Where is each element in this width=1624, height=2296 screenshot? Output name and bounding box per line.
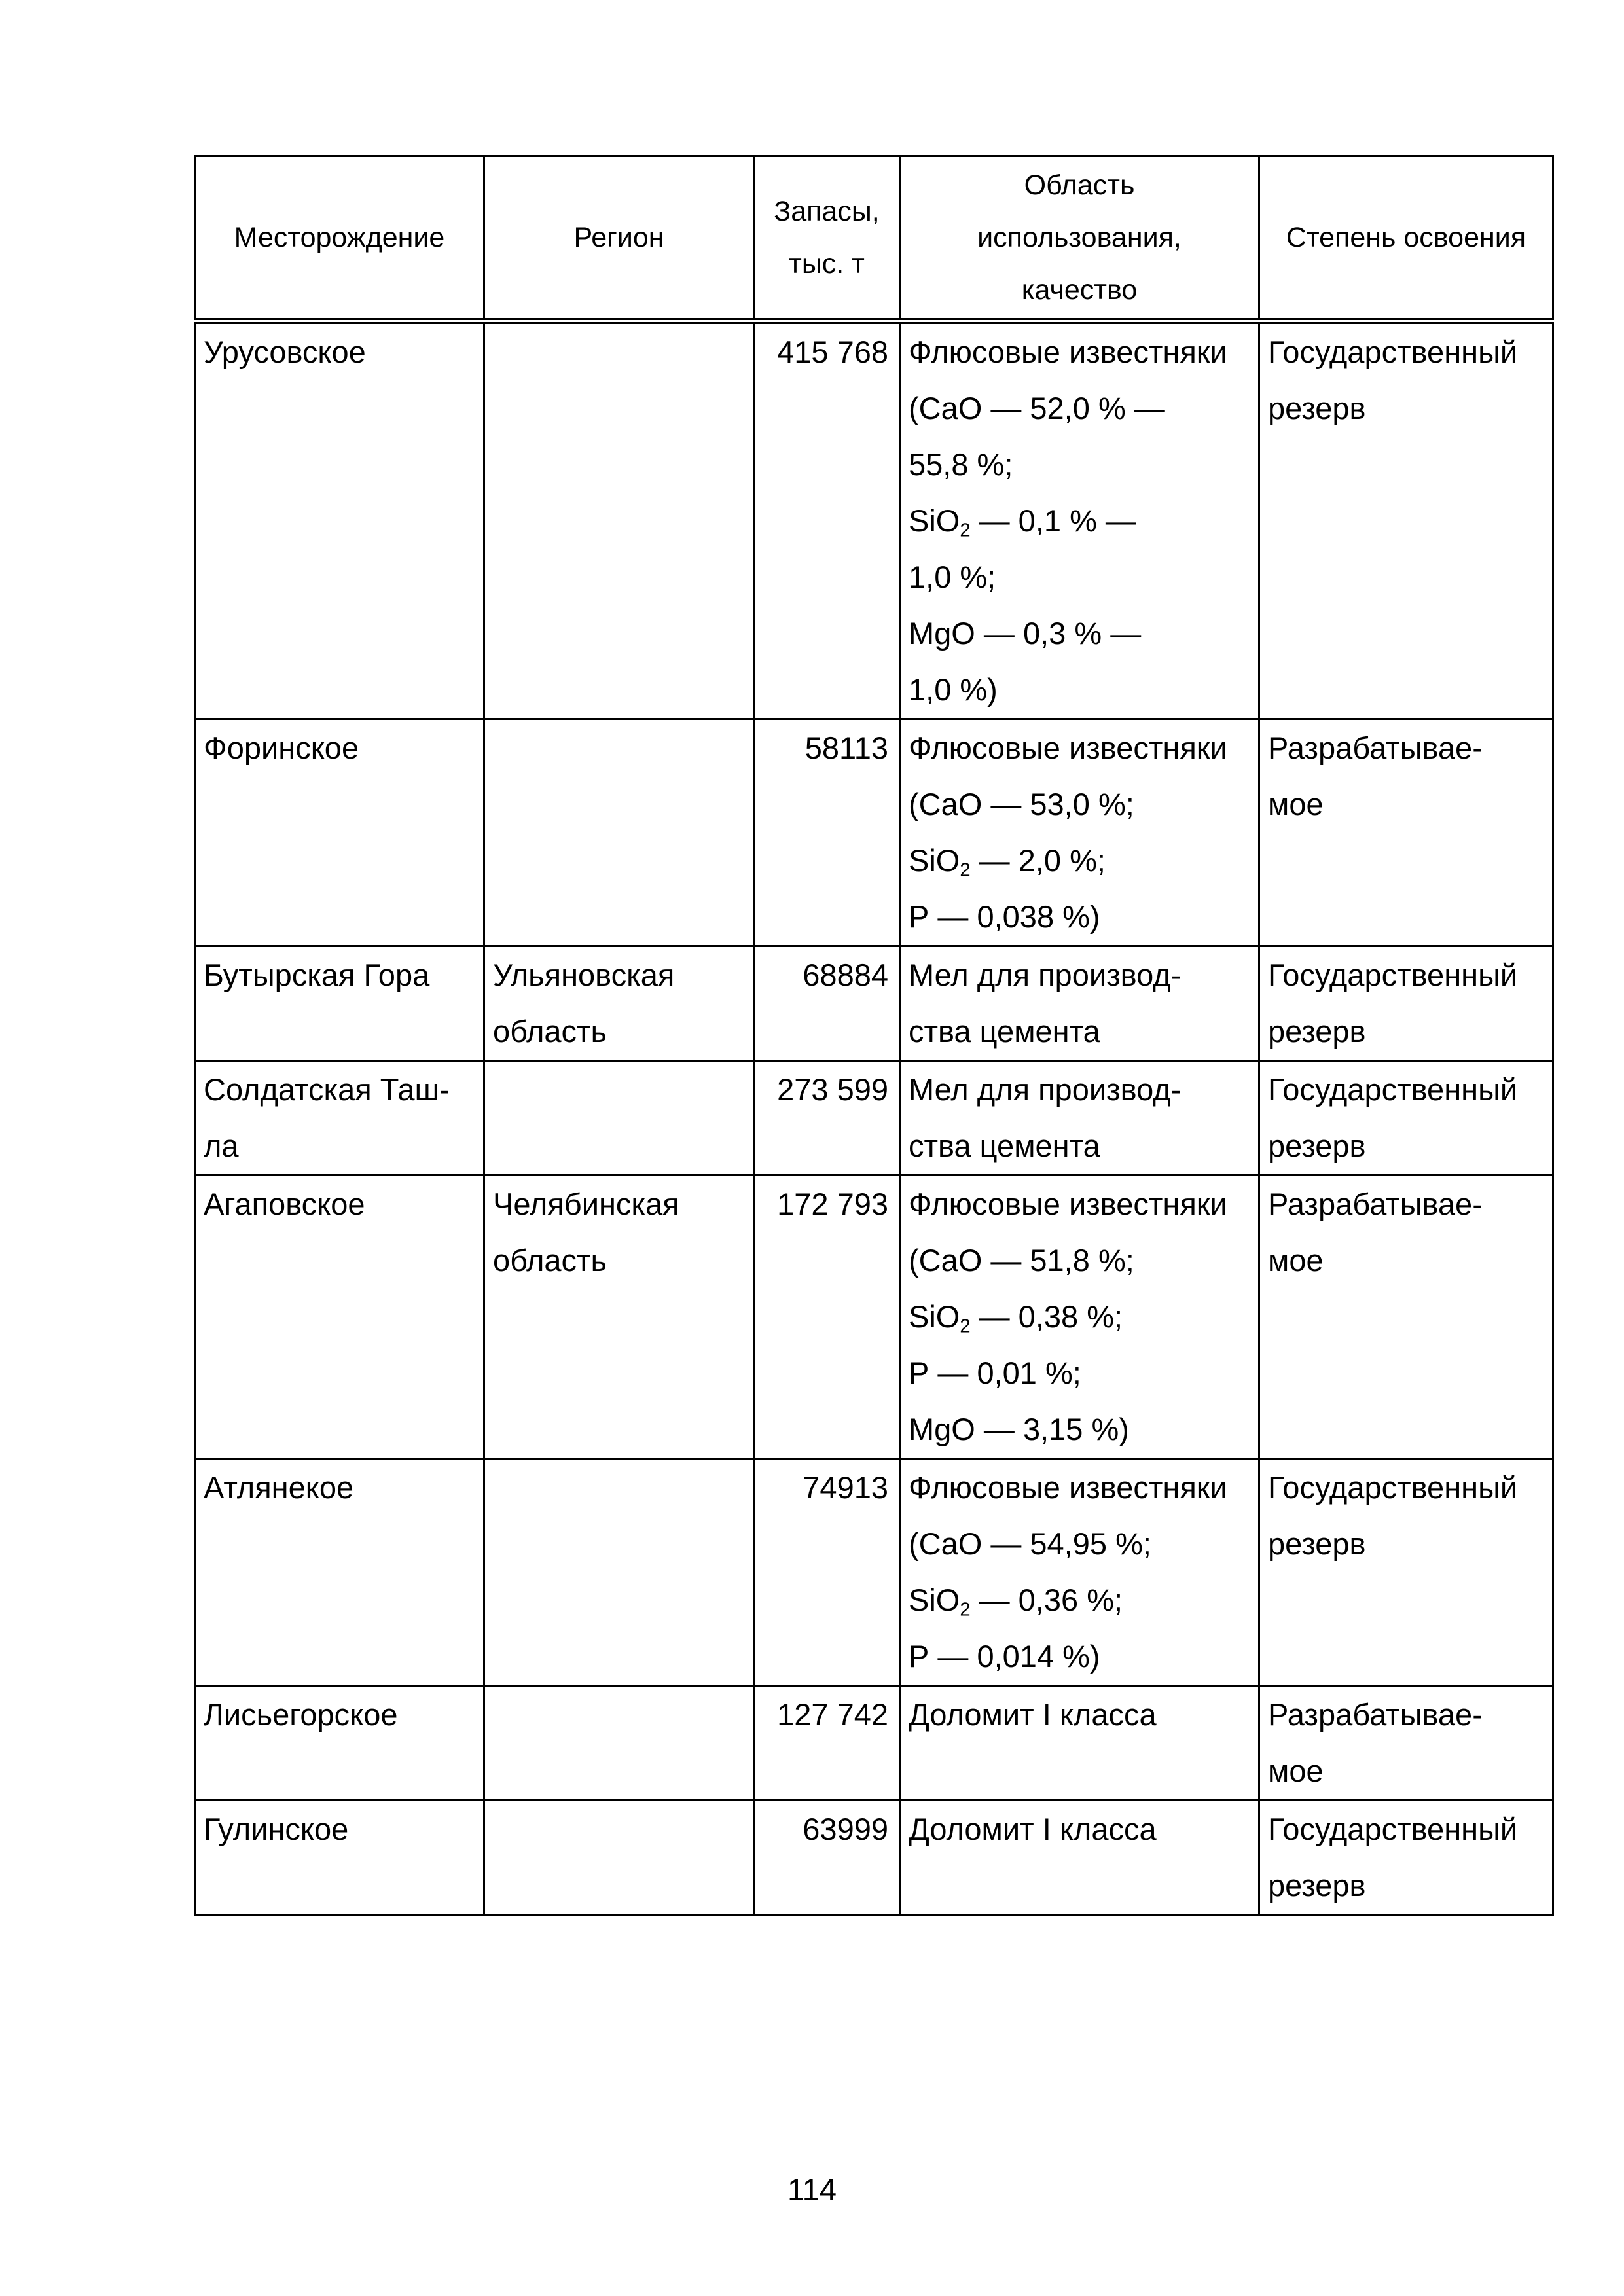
cell-deposit [195,1686,484,1801]
deposit-name-line: Бутырская Гора [204,958,430,992]
cell-status [1259,321,1553,719]
status-line: резерв [1268,1526,1366,1561]
header-region [484,156,754,321]
text-segment: (CaO — 52,0 % — [909,391,1165,425]
text-segment: 1,0 %) [909,672,998,707]
text-segment: Р — 0,01 %; [909,1355,1081,1390]
usage-line [909,605,1252,662]
cell-status [1259,946,1553,1061]
text-segment: Мел для производ- [909,1072,1182,1107]
cell-region [484,1459,754,1686]
text-segment: Флюсовые известняки [909,334,1227,369]
table-row [195,946,1553,1061]
status-line: Разрабатывае- [1268,730,1483,765]
text-segment: MgO — 3,15 %) [909,1412,1129,1446]
header-usage [900,156,1259,321]
cell-reserves [754,1061,900,1175]
header-line: Степень освоения [1286,222,1526,253]
cell-usage [900,1801,1259,1915]
usage-line [909,889,1252,945]
usage-line [909,493,1252,549]
status-line: мое [1268,787,1324,821]
usage-line [909,1062,1252,1118]
table-row [195,1061,1553,1175]
cell-reserves [754,1175,900,1459]
cell-reserves [754,1459,900,1686]
cell-status [1259,1801,1553,1915]
reserves-value: 58113 [804,730,888,765]
deposit-name-line: Агаповское [204,1187,365,1221]
table-row [195,1801,1553,1915]
status-line: Государственный [1268,1470,1518,1505]
usage-line [909,1460,1252,1516]
subscript: 2 [960,520,971,541]
text-segment: — 2,0 %; [970,843,1106,878]
status-line: Разрабатывае- [1268,1697,1483,1732]
status-line: Государственный [1268,1812,1518,1846]
cell-region [484,321,754,719]
table-body [195,321,1553,1915]
text-segment: SiO [909,843,960,878]
usage-line [909,720,1252,776]
cell-usage [900,1686,1259,1801]
deposit-name-line: Форинское [204,730,359,765]
cell-status [1259,1061,1553,1175]
usage-line [909,1232,1252,1289]
usage-line [909,1345,1252,1401]
reserves-value: 68884 [803,958,888,992]
status-line: Государственный [1268,958,1518,992]
region-line: Ульяновская [493,958,675,992]
usage-line [909,549,1252,605]
cell-deposit [195,946,484,1061]
cell-deposit [195,1459,484,1686]
header-status [1259,156,1553,321]
text-segment: 1,0 %; [909,560,996,594]
deposit-name-line: Лисьегорское [204,1697,398,1732]
usage-line [909,1572,1252,1628]
deposit-name-line: Солдатская Таш- [204,1072,450,1107]
header-reserves [754,156,900,321]
usage-line [909,1628,1252,1685]
table-row [195,1459,1553,1686]
subscript: 2 [960,1316,971,1337]
deposit-name-line: Гулинское [204,1812,349,1846]
cell-deposit [195,321,484,719]
reserves-value: 74913 [803,1470,888,1505]
header-row [195,156,1553,321]
text-segment: SiO [909,1299,960,1334]
header-line: Запасы, [774,196,880,227]
text-segment: ства цемента [909,1014,1100,1049]
table-row [195,321,1553,719]
cell-reserves [754,946,900,1061]
status-line: Государственный [1268,1072,1518,1107]
deposit-name-line: Атлянекое [204,1470,354,1505]
reserves-value: 415 768 [777,334,888,369]
text-segment: 55,8 %; [909,447,1013,482]
status-line: мое [1268,1753,1324,1788]
header-line: тыс. т [789,248,865,279]
usage-line [909,1801,1252,1857]
deposit-name-line: ла [204,1128,239,1163]
page-number: 114 [787,2172,837,2207]
cell-status [1259,1459,1553,1686]
usage-line [909,1401,1252,1458]
cell-usage [900,321,1259,719]
cell-usage [900,1061,1259,1175]
header-line: использования, [977,222,1182,253]
reserves-value: 63999 [803,1812,888,1846]
text-segment: Флюсовые известняки [909,730,1227,765]
subscript: 2 [960,859,971,881]
usage-line [909,833,1252,889]
header-deposit [195,156,484,321]
status-line: резерв [1268,1868,1366,1903]
cell-reserves [754,1801,900,1915]
text-segment: Р — 0,038 %) [909,899,1100,934]
text-segment: Р — 0,014 %) [909,1639,1100,1674]
text-segment: Доломит I класса [909,1812,1157,1846]
subscript: 2 [960,1599,971,1621]
cell-region [484,1801,754,1915]
cell-deposit [195,719,484,946]
cell-region [484,1686,754,1801]
text-segment: (CaO — 51,8 %; [909,1243,1134,1278]
usage-line [909,1516,1252,1572]
text-segment: Доломит I класса [909,1697,1157,1732]
usage-line [909,1003,1252,1060]
text-segment: SiO [909,1583,960,1617]
header-line: Область [1024,170,1135,201]
text-segment: Мел для производ- [909,958,1182,992]
status-line: Государственный [1268,334,1518,369]
table-header [195,156,1553,321]
text-segment: SiO [909,503,960,538]
table-row [195,1175,1553,1459]
table-row [195,1686,1553,1801]
status-line: резерв [1268,391,1366,425]
cell-usage [900,946,1259,1061]
usage-line [909,380,1252,437]
status-line: резерв [1268,1014,1366,1049]
cell-deposit [195,1801,484,1915]
cell-region [484,946,754,1061]
deposit-name-line: Урусовское [204,334,366,369]
reserves-value: 273 599 [777,1072,888,1107]
text-segment: (CaO — 54,95 %; [909,1526,1151,1561]
usage-line [909,1687,1252,1743]
table-row [195,719,1553,946]
cell-status [1259,719,1553,946]
text-segment: ства цемента [909,1128,1100,1163]
cell-reserves [754,719,900,946]
text-segment: Флюсовые известняки [909,1470,1227,1505]
region-line: область [493,1243,607,1278]
usage-line [909,324,1252,380]
reserves-value: 127 742 [777,1697,888,1732]
cell-deposit [195,1175,484,1459]
status-line: мое [1268,1243,1324,1278]
usage-line [909,1118,1252,1174]
cell-reserves [754,321,900,719]
usage-line [909,1176,1252,1232]
cell-deposit [195,1061,484,1175]
usage-line [909,947,1252,1003]
usage-line [909,437,1252,493]
status-line: Разрабатывае- [1268,1187,1483,1221]
cell-region [484,719,754,946]
text-segment: (CaO — 53,0 %; [909,787,1134,821]
text-segment: Флюсовые известняки [909,1187,1227,1221]
cell-region [484,1061,754,1175]
header-line: Регион [573,222,664,253]
text-segment: MgO — 0,3 % — [909,616,1142,651]
cell-region [484,1175,754,1459]
usage-line [909,662,1252,718]
header-line: Месторождение [234,222,445,253]
cell-usage [900,719,1259,946]
cell-usage [900,1175,1259,1459]
region-line: Челябинская [493,1187,679,1221]
cell-reserves [754,1686,900,1801]
text-segment: — 0,1 % — [970,503,1136,538]
cell-status [1259,1686,1553,1801]
cell-usage [900,1459,1259,1686]
header-line: качество [1021,274,1138,306]
text-segment: — 0,38 %; [970,1299,1123,1334]
usage-line [909,776,1252,833]
status-line: резерв [1268,1128,1366,1163]
usage-line [909,1289,1252,1345]
cell-status [1259,1175,1553,1459]
reserves-value: 172 793 [777,1187,888,1221]
deposits-table [194,155,1554,1916]
region-line: область [493,1014,607,1049]
text-segment: — 0,36 %; [970,1583,1123,1617]
